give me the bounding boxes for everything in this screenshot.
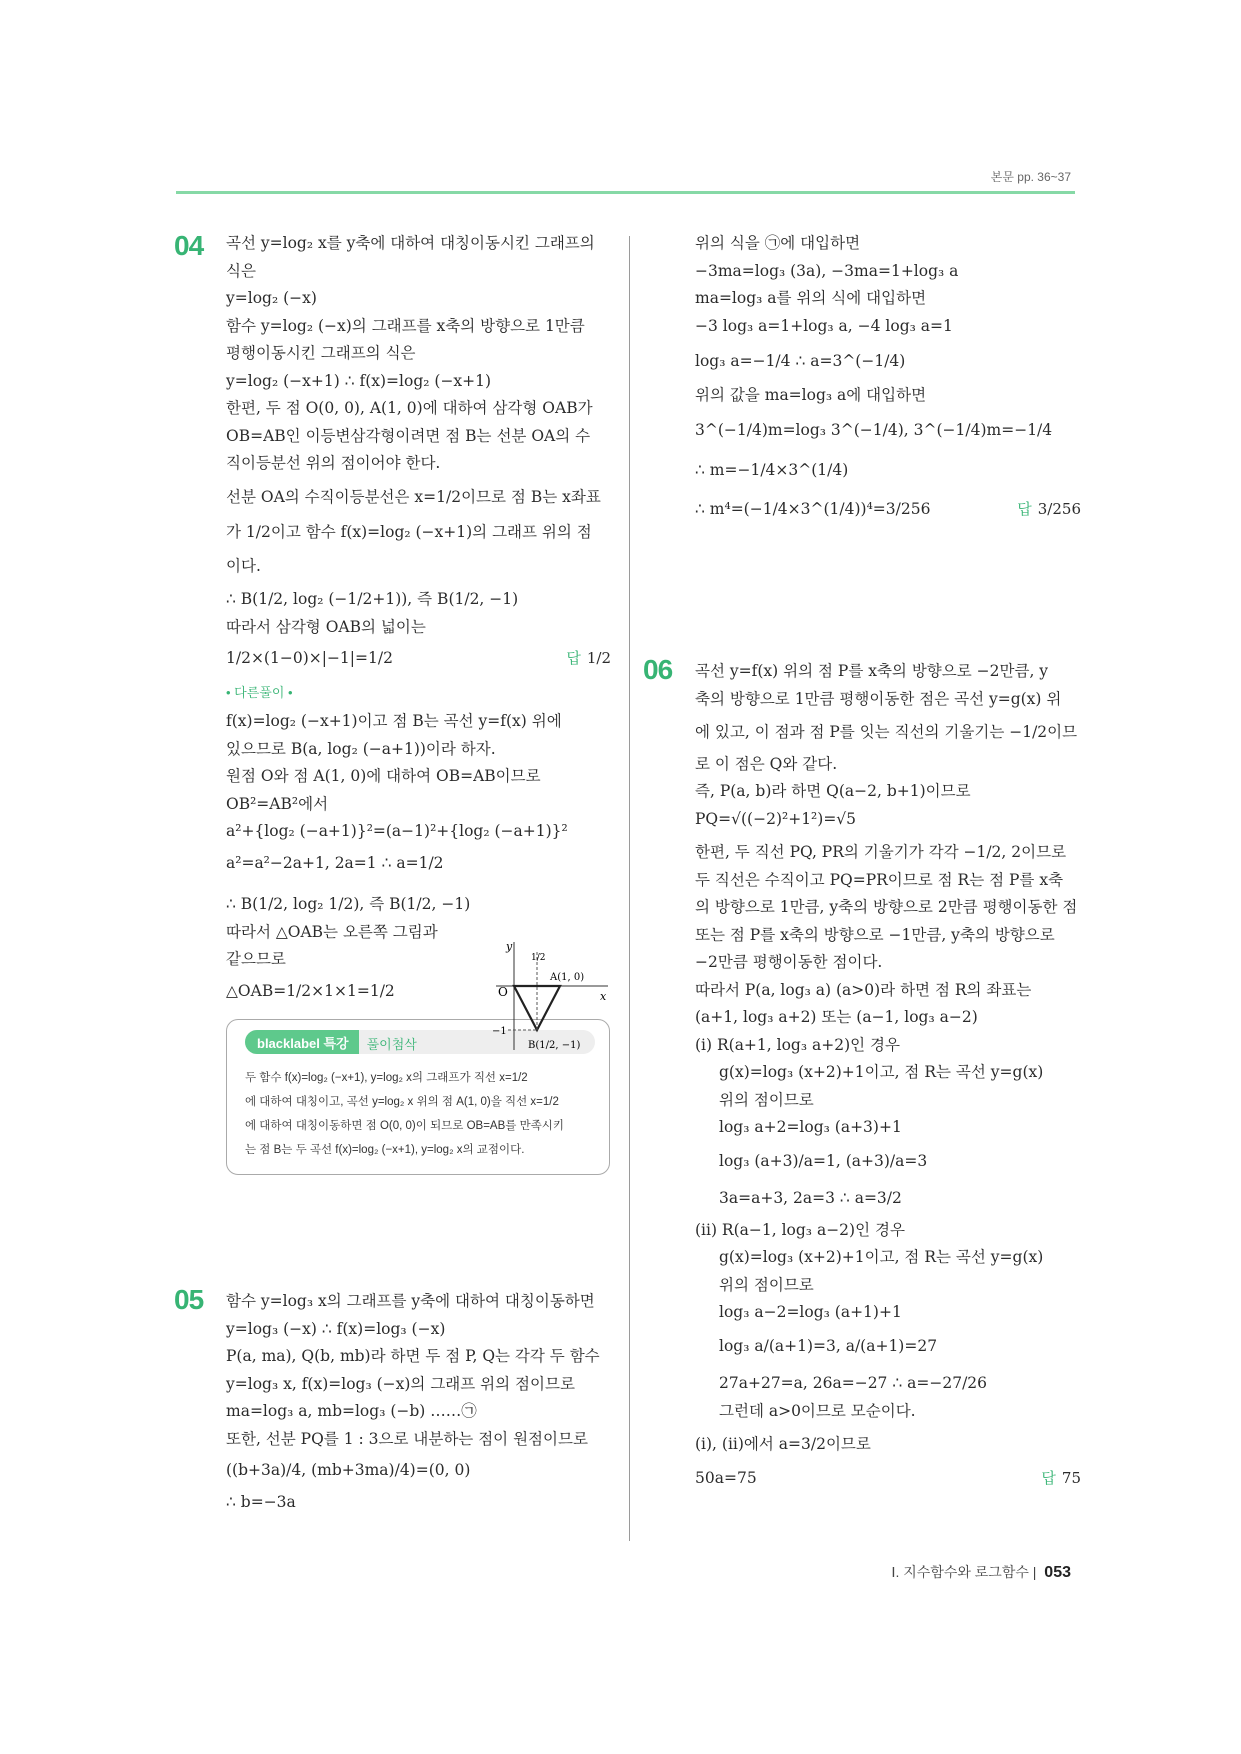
neg-one-label: −1: [492, 1026, 507, 1037]
solution-line: 평행이동시킨 그래프의 식은: [226, 344, 416, 362]
alt-line: OB²=AB²에서: [226, 794, 329, 813]
alt-line: a²=a²−2a+1, 2a=1 ∴ a=1/2: [226, 853, 444, 872]
solution-line: 또한, 선분 PQ를 1 : 3으로 내분하는 점이 원점이므로: [226, 1429, 588, 1448]
solution-line: 선분 OA의 수직이등분선은 x=1/2이므로 점 B는 x좌표: [226, 487, 601, 506]
alt-line: △OAB=1/2×1×1=1/2: [226, 981, 395, 1000]
answer-06: 답 75: [1041, 1468, 1081, 1487]
footer-separator: |: [1032, 1564, 1037, 1580]
solution-line: (i) R(a+1, log₃ a+2)인 경우: [695, 1035, 900, 1054]
solution-line: ∴ m=−1/4×3^(1/4): [695, 460, 849, 479]
solution-line: 위의 식을 ㉠에 대입하면: [695, 234, 861, 252]
page-reference: 본문 pp. 36~37: [990, 170, 1071, 184]
solution-line: 따라서 P(a, log₃ a) (a>0)라 하면 점 R의 좌표는: [695, 980, 1032, 999]
tip-subtitle: 풀이첨삭: [366, 1037, 417, 1052]
solution-line: ma=log₃ a를 위의 식에 대입하면: [695, 289, 927, 307]
chapter-title: Ⅰ. 지수함수와 로그함수: [891, 1564, 1029, 1580]
problem-04-solution: [226, 230, 611, 1005]
problem-05-solution: [226, 1288, 611, 1516]
solution-line: y=log₃ (−x) ∴ f(x)=log₃ (−x): [226, 1319, 446, 1338]
tip-tag: blacklabel 특강: [245, 1030, 359, 1054]
half-label: 1/2: [531, 953, 546, 963]
solution-line: 이다.: [226, 556, 261, 575]
alt-line: 원점 O와 점 A(1, 0)에 대하여 OB=AB이므로: [226, 767, 541, 785]
alt-line: 같으므로: [226, 950, 286, 968]
page-number: 053: [1044, 1564, 1071, 1581]
solution-line: PQ=√((−2)²+1²)=√5: [695, 809, 857, 828]
solution-line: 한편, 두 직선 PQ, PR의 기울기가 각각 −1/2, 2이므로: [695, 843, 1067, 861]
solution-line: OB=AB인 이등변삼각형이려면 점 B는 선분 OA의 수: [226, 426, 591, 445]
alt-line: ∴ B(1/2, log₂ 1/2), 즉 B(1/2, −1): [226, 895, 471, 913]
problem-05-block: [174, 1284, 611, 1516]
triangle-graph: [490, 938, 610, 1054]
solution-line: 의 방향으로 1만큼, y축의 방향으로 2만큼 평행이동한 점: [695, 898, 1078, 916]
solution-line: [226, 645, 611, 673]
solution-line: ma=log₃ a, mb=log₃ (−b) ……㉠: [226, 1402, 477, 1420]
tip-line: 는 점 B는 두 곡선 f(x)=log₂ (−x+1), y=log₂ x의 교점이다.: [245, 1144, 525, 1156]
solution-line: 함수 y=log₂ (−x)의 그래프를 x축의 방향으로 1만큼: [226, 316, 585, 335]
problem-05-continued: [695, 230, 1081, 524]
y-axis-label: y: [506, 940, 513, 953]
solution-line: 따라서 삼각형 OAB의 넓이는: [226, 617, 426, 636]
header-rule: [176, 191, 1075, 194]
solution-line: −3 log₃ a=1+log₃ a, −4 log₃ a=1: [695, 316, 953, 335]
solution-line: log₃ a+2=log₃ (a+3)+1: [719, 1118, 902, 1136]
solution-line: log₃ a/(a+1)=3, a/(a+1)=27: [719, 1336, 938, 1355]
solution-line: P(a, ma), Q(b, mb)라 하면 두 점 P, Q는 각각 두 함수: [226, 1347, 600, 1365]
page-footer: [891, 1562, 1071, 1582]
tip-line: 에 대하여 대칭이고, 곡선 y=log₂ x 위의 점 A(1, 0)을 직선 x=1/2: [245, 1096, 559, 1108]
solution-line: 위의 값을 ma=log₃ a에 대입하면: [695, 385, 927, 404]
problem-number-06: 06: [643, 654, 673, 685]
tip-line: 에 대하여 대칭이동하면 점 O(0, 0)이 되므로 OB=AB를 만족시키: [245, 1120, 565, 1132]
solution-line: ∴ B(1/2, log₂ (−1/2+1)), 즉 B(1/2, −1): [226, 590, 519, 608]
solution-line: 두 직선은 수직이고 PQ=PR이므로 점 R는 점 P를 x축: [695, 870, 1064, 889]
answer-05: 답 3/256: [1017, 500, 1081, 518]
alt-line: a²+{log₂ (−a+1)}²=(a−1)²+{log₂ (−a+1)}²: [226, 822, 568, 840]
solution-line: log₃ a−2=log₃ (a+1)+1: [719, 1303, 902, 1321]
x-axis-label: x: [600, 990, 607, 1003]
tip-body: [245, 1066, 595, 1162]
solution-line: 로 이 점은 Q와 같다.: [695, 754, 838, 773]
solution-line: 3^(−1/4)m=log₃ 3^(−1/4), 3^(−1/4)m=−1/4: [695, 421, 1053, 439]
solution-line: y=log₃ x, f(x)=log₃ (−x)의 그래프 위의 점이므로: [226, 1374, 575, 1393]
problem-06-solution: [695, 658, 1081, 1492]
problem-number-04: 04: [174, 230, 204, 261]
solution-line: g(x)=log₃ (x+2)+1이고, 점 R는 곡선 y=g(x): [719, 1063, 1044, 1081]
solution-line: (ii) R(a−1, log₃ a−2)인 경우: [695, 1220, 905, 1239]
alt-line: f(x)=log₂ (−x+1)이고 점 B는 곡선 y=f(x) 위에: [226, 712, 562, 730]
origin-label: O: [498, 985, 508, 999]
solution-line: 한편, 두 점 O(0, 0), A(1, 0)에 대하여 삼각형 OAB가: [226, 399, 593, 417]
solution-line: 그런데 a>0이므로 모순이다.: [719, 1401, 916, 1420]
solution-line: ∴ b=−3a: [226, 1492, 296, 1511]
solution-line: 위의 점이므로: [719, 1090, 814, 1109]
solution-line: [695, 496, 1081, 524]
problem-06-block: [643, 654, 1081, 1492]
problem-number-05: 05: [174, 1284, 204, 1315]
solution-line: −3ma=log₃ (3a), −3ma=1+log₃ a: [695, 261, 959, 280]
solution-line: 3a=a+3, 2a=3 ∴ a=3/2: [719, 1189, 902, 1207]
solution-line: 식은: [226, 261, 256, 280]
solution-line: 위의 점이므로: [719, 1275, 814, 1294]
final-expression: 50a=75: [695, 1468, 757, 1487]
right-column: [643, 230, 1081, 1487]
solution-line: g(x)=log₃ (x+2)+1이고, 점 R는 곡선 y=g(x): [719, 1248, 1044, 1266]
answer-04: 답 1/2: [566, 649, 611, 667]
solution-line: 가 1/2이고 함수 f(x)=log₂ (−x+1)의 그래프 위의 점: [226, 523, 592, 541]
alt-solution-label: • 다른풀이 •: [226, 684, 293, 700]
alt-line: 따라서 △OAB는 오른쪽 그림과: [226, 922, 438, 941]
solution-line: 또는 점 P를 x축의 방향으로 −1만큼, y축의 방향으로: [695, 925, 1055, 944]
solution-line: 직이등분선 위의 점이어야 한다.: [226, 454, 441, 472]
solution-line: 함수 y=log₃ x의 그래프를 y축에 대하여 대칭이동하면: [226, 1292, 595, 1310]
point-a-label: A(1, 0): [550, 972, 585, 983]
solution-line: 27a+27=a, 26a=−27 ∴ a=−27/26: [719, 1374, 988, 1392]
solution-line: y=log₂ (−x+1) ∴ f(x)=log₂ (−x+1): [226, 371, 492, 390]
solution-line: (i), (ii)에서 a=3/2이므로: [695, 1435, 871, 1453]
solution-line: 즉, P(a, b)라 하면 Q(a−2, b+1)이므로: [695, 782, 971, 800]
solution-line: log₃ a=−1/4 ∴ a=3^(−1/4): [695, 352, 906, 370]
column-divider: [629, 236, 630, 1541]
solution-line: [695, 1465, 1081, 1493]
solution-line: y=log₂ (−x): [226, 289, 317, 307]
solution-line: 곡선 y=log₂ x를 y축에 대하여 대칭이동시킨 그래프의: [226, 234, 595, 252]
solution-line: ((b+3a)/4, (mb+3ma)/4)=(0, 0): [226, 1461, 471, 1479]
solution-line: log₃ (a+3)/a=1, (a+3)/a=3: [719, 1151, 928, 1170]
tip-line: 두 함수 f(x)=log₂ (−x+1), y=log₂ x의 그래프가 직선 x=1/2: [245, 1072, 528, 1084]
alt-line: 있으므로 B(a, log₂ (−a+1))이라 하자.: [226, 739, 496, 758]
final-expression: ∴ m⁴=(−1/4×3^(1/4))⁴=3/256: [695, 500, 931, 518]
solution-line: 에 있고, 이 점과 점 P를 잇는 직선의 기울기는 −1/2이므: [695, 723, 1078, 741]
area-expression: 1/2×(1−0)×|−1|=1/2: [226, 649, 393, 667]
solution-line: −2만큼 평행이동한 점이다.: [695, 953, 883, 971]
solution-line: (a+1, log₃ a+2) 또는 (a−1, log₃ a−2): [695, 1008, 978, 1026]
solution-line: 곡선 y=f(x) 위의 점 P를 x축의 방향으로 −2만큼, y: [695, 662, 1049, 680]
point-b-label: B(1/2, −1): [528, 1040, 581, 1051]
solution-line: 축의 방향으로 1만큼 평행이동한 점은 곡선 y=g(x) 위: [695, 689, 1062, 708]
